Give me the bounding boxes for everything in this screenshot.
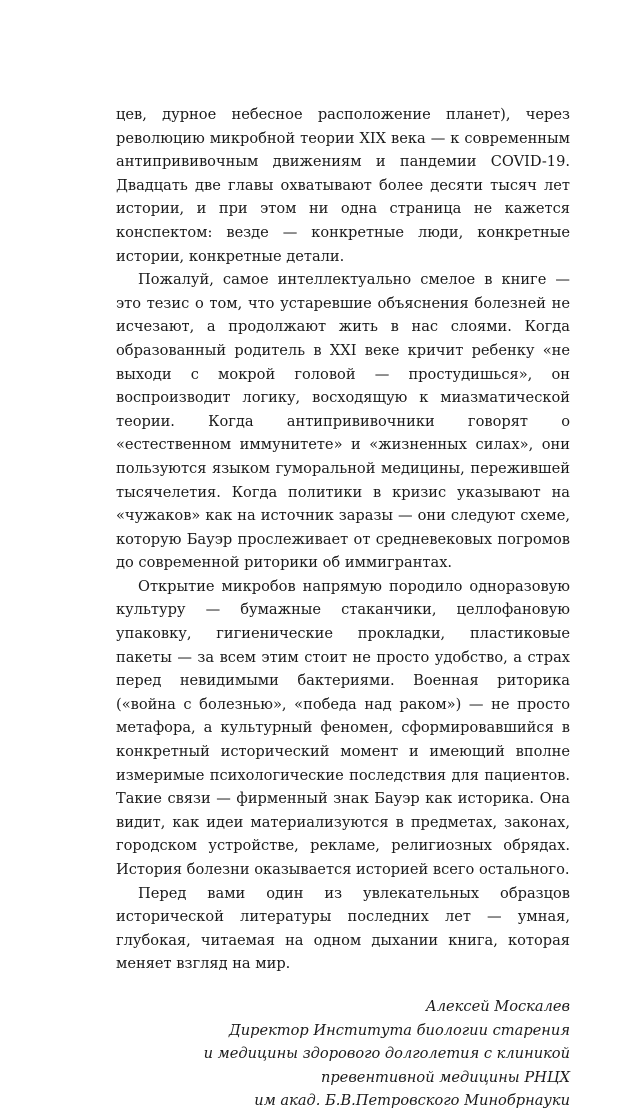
signature-block: [116, 995, 570, 1113]
page-body: [116, 103, 570, 1113]
signature-position-line-3: превентивной медицины РНЦХ: [320, 1068, 570, 1086]
paragraph-obsolete-explanations: Пожалуй, самое интеллектуально смелое в книге — это тезис о том, что устаревшие объяснения болезней не исчезают, а продолжают жить в нас слоями. Когда образованный родитель в XXI веке кричит ребенку «не выходи с мокрой головой — простудишься», он воспроизводит логику, восходящую к миазматической теории. Когда антипрививочники говорят о «естественном иммунитете» и «жизненных силах», они пользуются языком гуморальной медицины, пережившей тысячелетия. Когда политики в кризис указывают на «чужаков» как на источник заразы — они следуют схеме, которую Бауэр прослеживает от средневековых погромов до современной риторики об иммигрантах.: [116, 271, 570, 572]
signature-position-line-4: им акад. Б.В.Петровского Минобрнауки: [254, 1092, 570, 1110]
signature-position-line-2: и медицины здорового долголетия с клиникой: [203, 1045, 570, 1063]
paragraph-conclusion: Перед вами один из увлекательных образцов исторической литературы последних лет — умная, глубокая, читаемая на одном дыхании книга, которая меняет взгляд на мир.: [116, 884, 570, 973]
paragraph-microbes-culture: Открытие микробов напрямую породило одноразовую культуру — бумажные стаканчики, целлофановую упаковку, гигиенические прокладки, пластиковые пакеты — за всем этим стоит не просто удобство, а страх перед невидимыми бактериями. Военная риторика («война с болезнью», «победа над раком») — не просто метафора, а культурный феномен, сформировавшийся в конкретный исторический момент и имеющий вполне измеримые психологические последствия для пациентов. Такие связи — фирменный знак Бауэр как историка. Она видит, как идеи материализуются в предметах, законах, городском устройстве, рекламе, религиозных обрядах. История болезни оказывается историей всего остального.: [116, 577, 570, 878]
signature-name: Алексей Москалев: [425, 997, 570, 1015]
paragraph-continuation: цев, дурное небесное расположение планет), через революцию микробной теории XIX века — к современным антипрививочным движениям и пандемии COVID-19. Двадцать две главы охватывают более десяти тысяч лет истории, и при этом ни одна страница не кажется конспектом: везде — конкретные люди, конкретные истории, конкретные детали.: [116, 106, 570, 265]
signature-position-line-1: Директор Института биологии старения: [228, 1021, 570, 1039]
